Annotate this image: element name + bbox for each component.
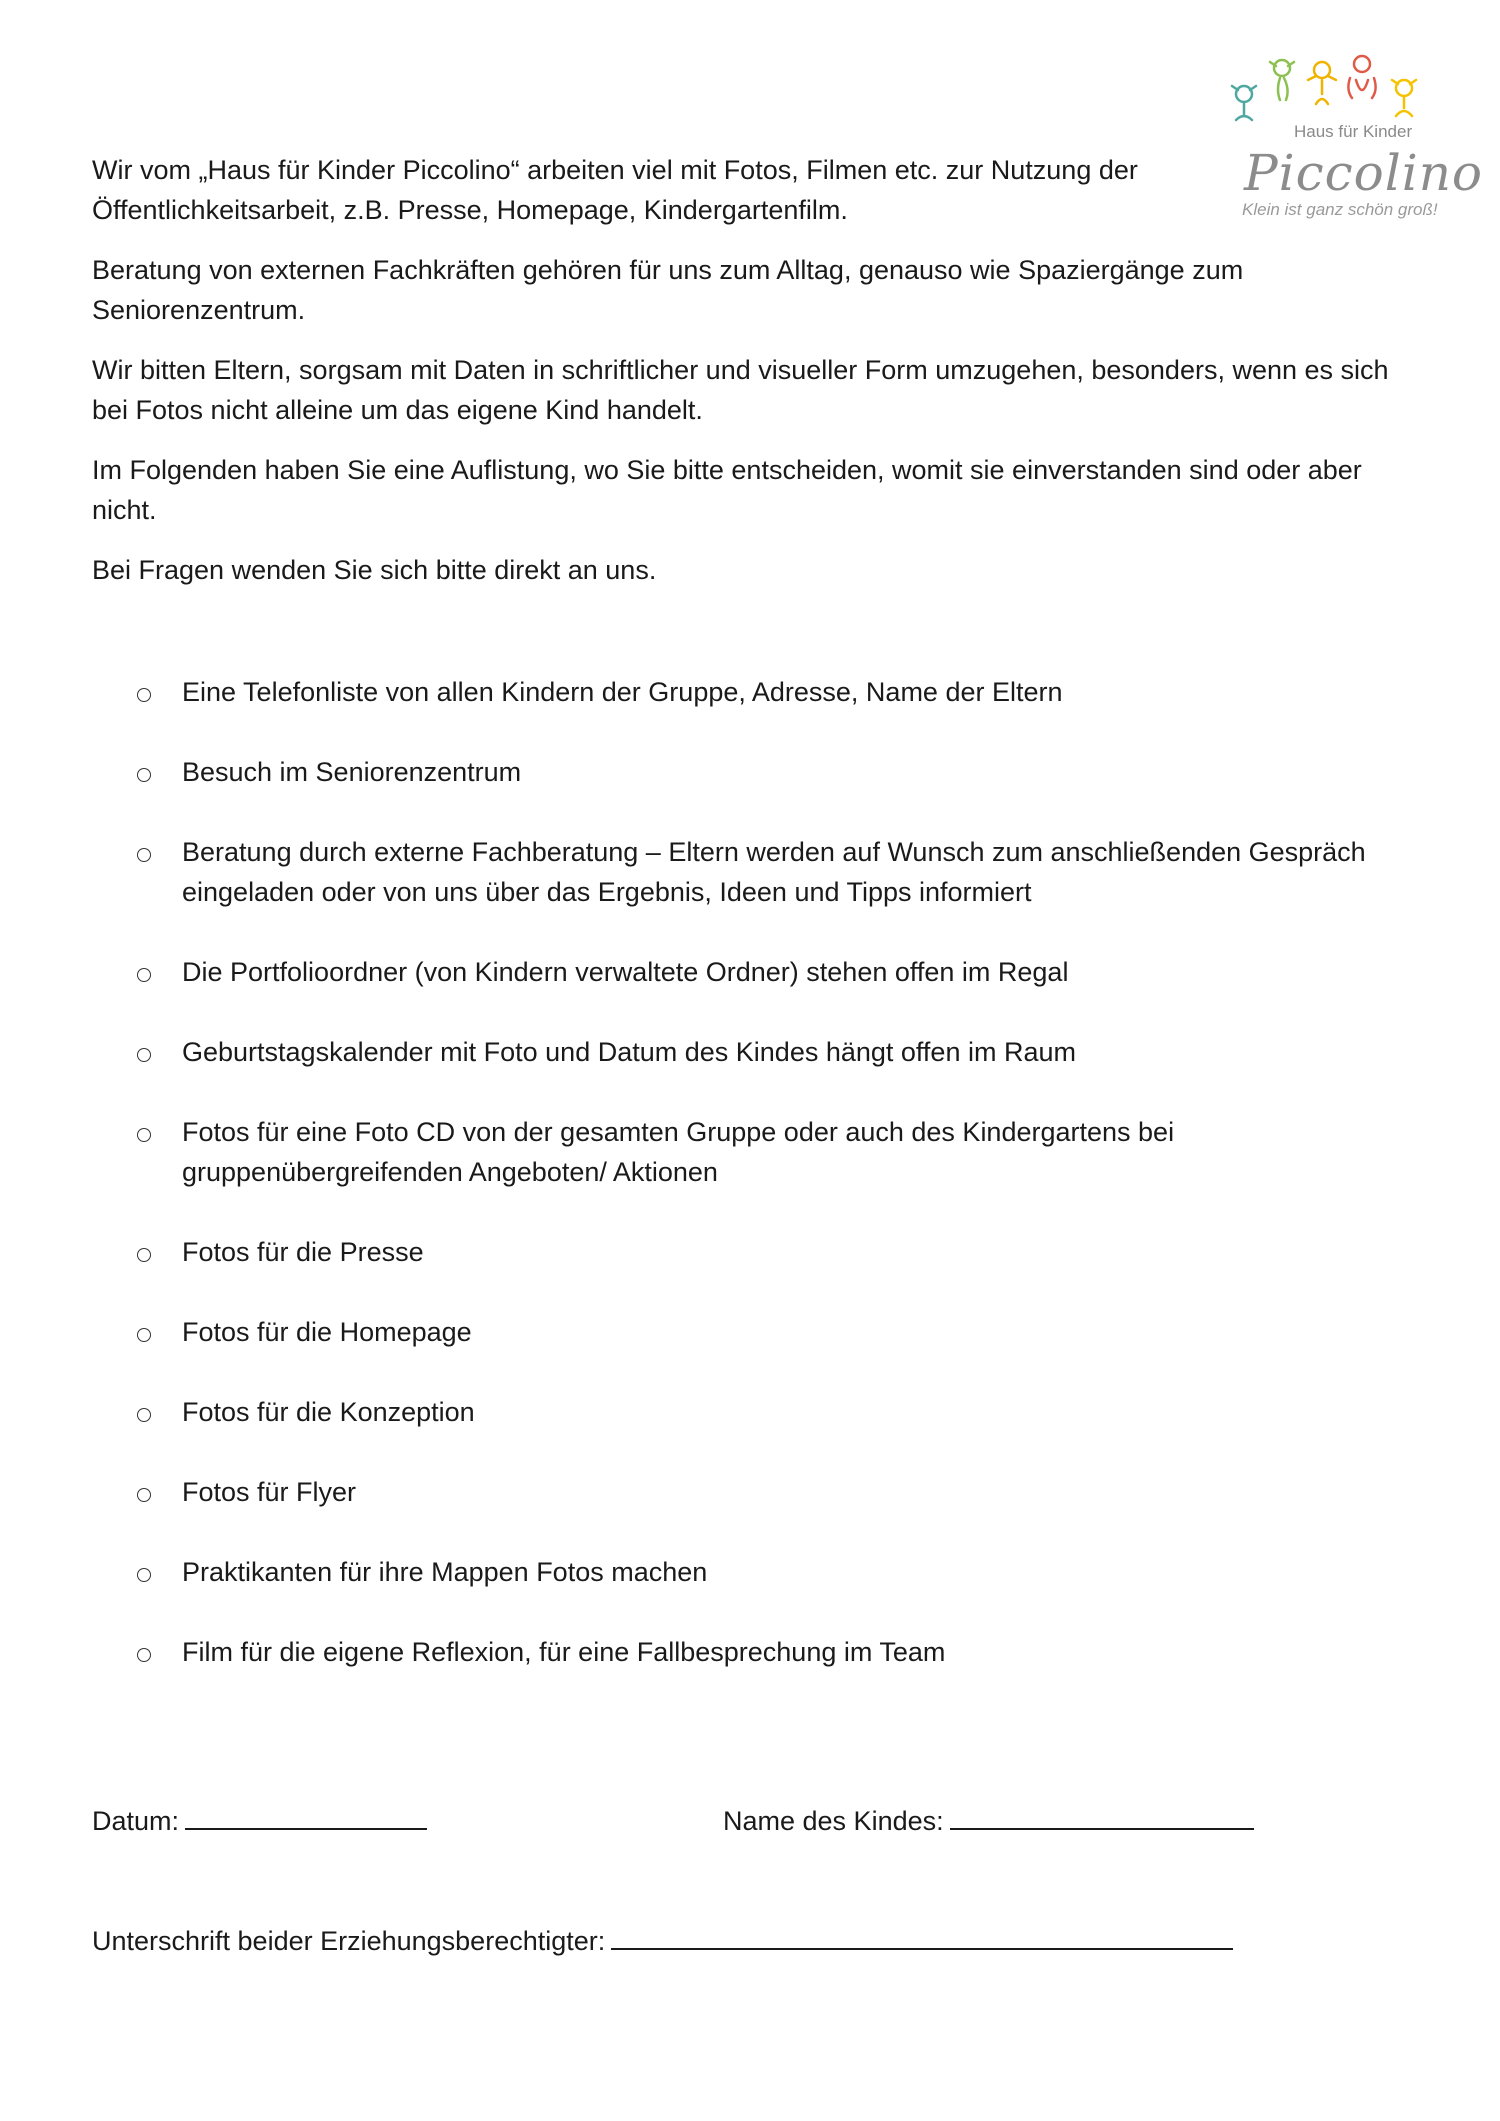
option-checkbox[interactable] [137,848,151,862]
child-name-input-line[interactable] [950,1798,1254,1830]
option-checkbox[interactable] [137,1248,151,1262]
option-label: Praktikanten für ihre Mappen Fotos machen [182,1557,708,1587]
signature-label: Unterschrift beider Erziehungsberechtigter: [92,1926,606,1956]
option-checkbox[interactable] [137,1568,151,1582]
option-item [92,952,1432,992]
datum-input-line[interactable] [185,1798,427,1830]
signature-input-line[interactable] [611,1918,1233,1950]
logo-slogan: Klein ist ganz schön groß! [1242,200,1438,219]
option-item [92,1232,1432,1272]
option-item [92,1312,1432,1352]
option-label: Fotos für Flyer [182,1477,357,1507]
intro-paragraph: Im Folgenden haben Sie eine Auflistung, wo Sie bitte entscheiden, womit sie einverstanden sind oder aber nicht. [92,455,1362,525]
option-checkbox[interactable] [137,688,151,702]
intro-paragraph: Wir vom „Haus für Kinder Piccolino“ arbeiten viel mit Fotos, Filmen etc. zur Nutzung der Öffentlichkeitsarbeit, z.B. Presse, Homepage, Kindergartenfilm. [92,155,1138,225]
option-label: Eine Telefonliste von allen Kindern der Gruppe, Adresse, Name der Eltern [182,677,1063,707]
logo-brand: Piccolino [1244,144,1484,202]
option-item [92,672,1432,712]
option-checkbox[interactable] [137,1488,151,1502]
option-label: Fotos für die Homepage [182,1317,472,1347]
option-label: Besuch im Seniorenzentrum [182,757,522,787]
option-label: Die Portfolioordner (von Kindern verwaltete Ordner) stehen offen im Regal [182,957,1069,987]
child-name-field [723,1798,1254,1841]
option-label: Fotos für eine Foto CD von der gesamten Gruppe oder auch des Kindergartens bei gruppenübergreifenden Angeboten/ Aktionen [182,1117,1175,1187]
option-checkbox[interactable] [137,1408,151,1422]
option-label: Beratung durch externe Fachberatung – Eltern werden auf Wunsch zum anschließenden Gespräch eingeladen oder von uns über das Ergebnis, Ideen und Tipps informiert [182,837,1366,907]
option-label: Geburtstagskalender mit Foto und Datum des Kindes hängt offen im Raum [182,1037,1076,1067]
option-label: Fotos für die Konzeption [182,1397,475,1427]
option-item [92,1032,1432,1072]
datum-field [92,1798,427,1841]
intro-paragraph: Bei Fragen wenden Sie sich bitte direkt an uns. [92,555,657,585]
option-checkbox[interactable] [137,768,151,782]
option-checkbox[interactable] [137,968,151,982]
intro-paragraph: Wir bitten Eltern, sorgsam mit Daten in schriftlicher und visueller Form umzugehen, besonders, wenn es sich bei Fotos nicht alleine um das eigene Kind handelt. [92,355,1389,425]
option-label: Film für die eigene Reflexion, für eine Fallbesprechung im Team [182,1637,946,1667]
option-checkbox[interactable] [137,1048,151,1062]
child-name-label: Name des Kindes: [723,1806,944,1836]
signature-field [92,1918,1233,1961]
option-checkbox[interactable] [137,1128,151,1142]
option-item [92,1112,1432,1192]
children-figures-icon [1222,50,1442,130]
option-item [92,1472,1432,1512]
option-label: Fotos für die Presse [182,1237,424,1267]
option-item [92,1392,1432,1432]
option-item [92,752,1432,792]
option-item [92,832,1432,912]
option-checkbox[interactable] [137,1328,151,1342]
option-item [92,1552,1432,1592]
option-checkbox[interactable] [137,1648,151,1662]
consent-options-list [92,672,1432,1712]
intro-text [92,150,1422,610]
logo-subtitle: Haus für Kinder [1294,122,1413,141]
datum-label: Datum: [92,1806,180,1836]
option-item [92,1632,1432,1672]
intro-paragraph: Beratung von externen Fachkräften gehören für uns zum Alltag, genauso wie Spaziergänge zum Seniorenzentrum. [92,255,1244,325]
